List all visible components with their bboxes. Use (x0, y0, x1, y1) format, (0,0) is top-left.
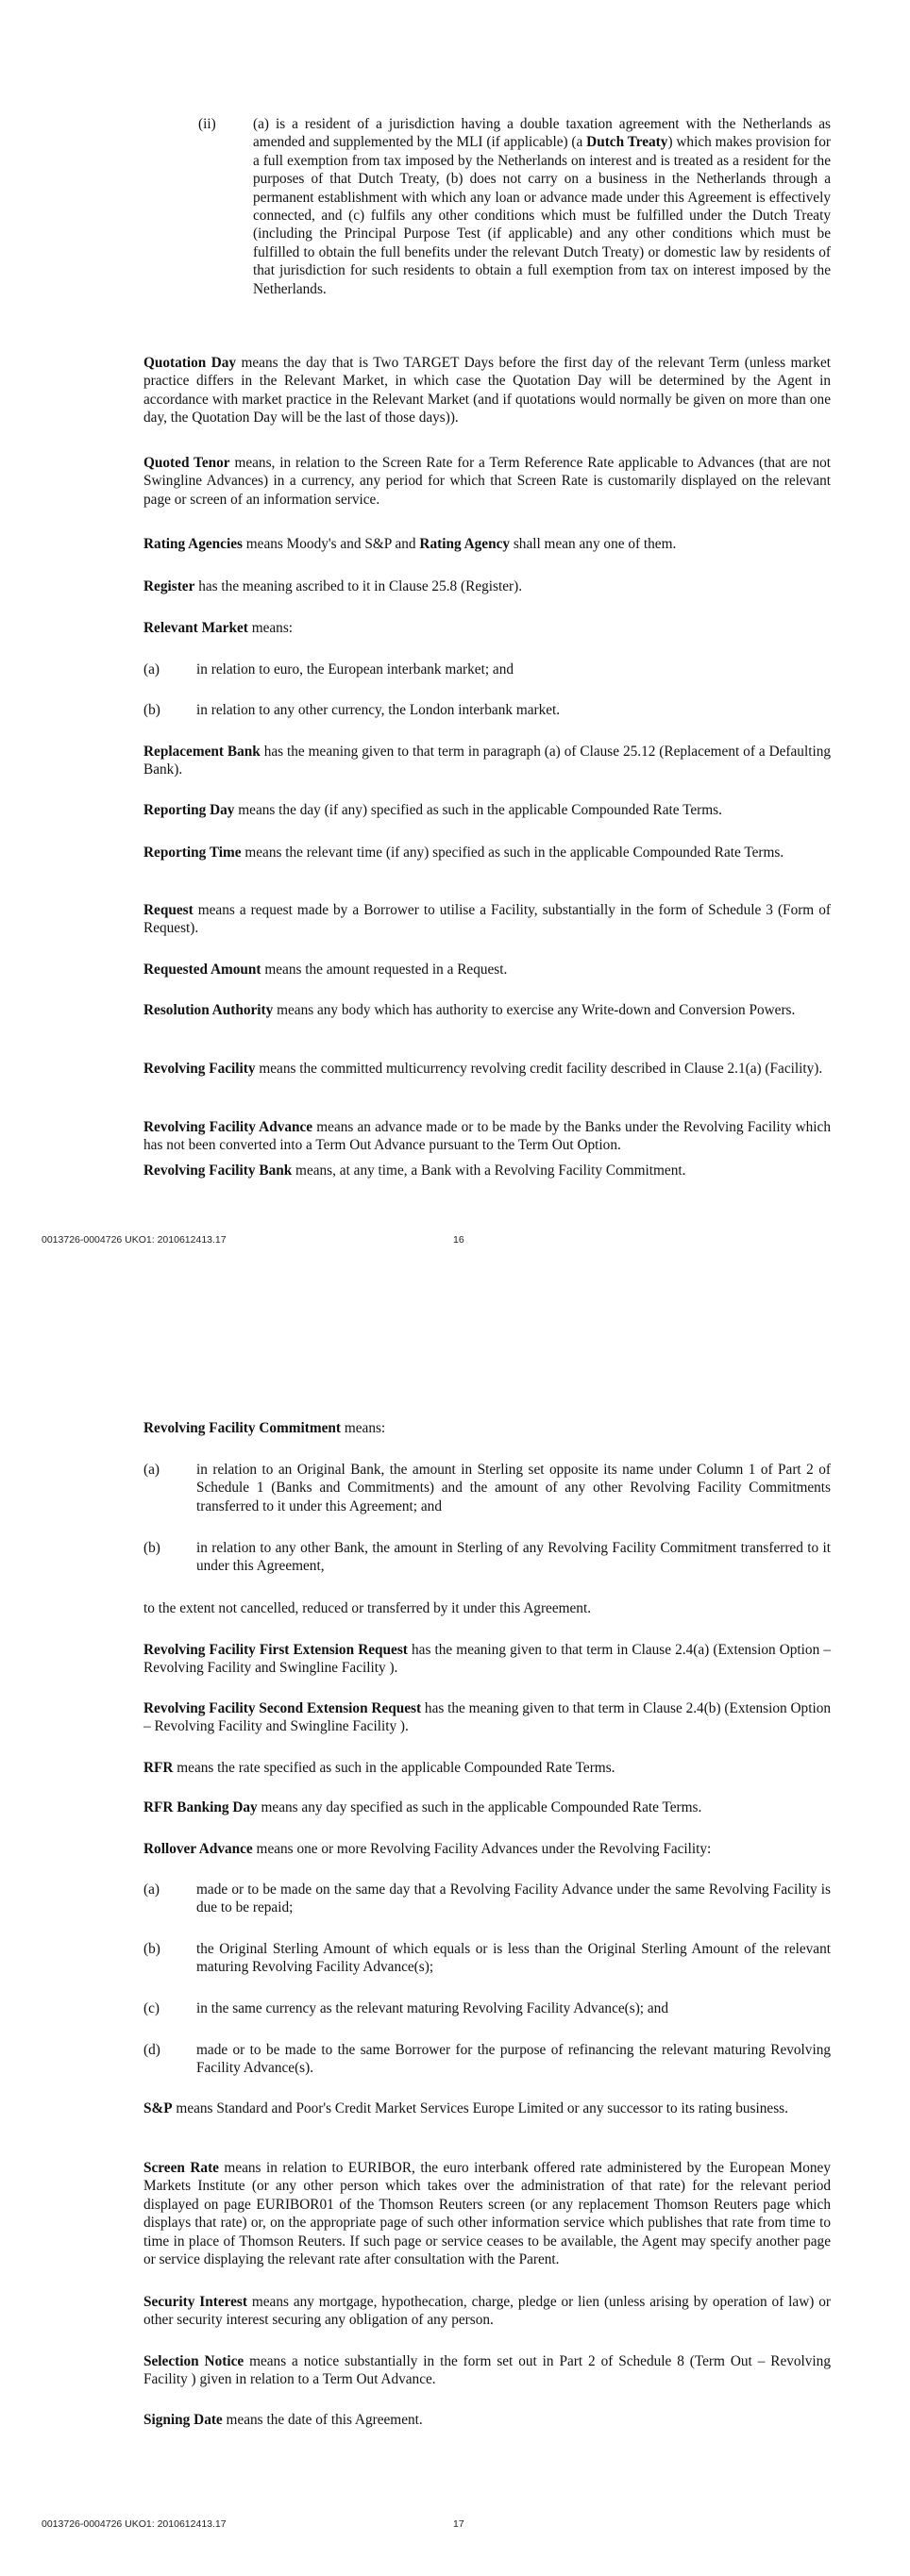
defined-term: Revolving Facility Advance (143, 1119, 313, 1135)
defined-term: Relevant Market (143, 620, 248, 636)
definition-continuation: to the extent not cancelled, reduced or transferred by it under this Agreement. (143, 1600, 592, 1616)
document-reference: 0013726-0004726 UKO1: 2010612413.17 (42, 2518, 227, 2530)
list-item (143, 1881, 831, 1917)
defined-term: Screen Rate (143, 2160, 219, 2176)
defined-term: Rating Agencies (143, 536, 243, 552)
list-item-text: in relation to any other currency, the London interbank market. (196, 702, 561, 718)
paragraph-text: (a) is a resident of a jurisdiction having a double taxation agreement with the Netherlands as amended and supplemented by the MLI (if applicable) (a Dutch Treaty) which makes provision for a full exemption from tax imposed by the Netherlands on interest and is treated as a resident for the purposes of that Dutch Treaty, (b) does not carry on a business in the Netherlands through a permanent establishment with which any loan or advance made under this Agreement is effectively connected, and (c) fulfils any other conditions which must be fulfilled under the Dutch Treaty (including the Principal Purpose Test (if applicable) and any other conditions which must be fulfilled to obtain the full benefits under the relevant Dutch Treaty) or domestic law by residents of that jurisdiction for such residents to obtain a full exemption from tax on interest imposed by the Netherlands. (253, 116, 831, 297)
defined-term: Reporting Time (143, 845, 242, 861)
definition-rating-agencies: Rating Agencies means Moody's and S&P and Rating Agency shall mean any one of them. (143, 536, 677, 552)
defined-term: RFR Banking Day (143, 1799, 258, 1815)
list-item-label: (a) (143, 1882, 160, 1898)
definition-first-extension-request: Revolving Facility First Extension Request has the meaning given to that term in Clause 2.4(a) (Extension Option – Revolving Facility and Swingline Facility ). (143, 1642, 831, 1677)
paragraph-label: (ii) (198, 116, 216, 132)
definition-quoted-tenor: Quoted Tenor means, in relation to the Screen Rate for a Term Reference Rate applicable to Advances (that are not Swingline Advances) in a currency, any period for which that Screen Rate is customarily displayed on the relevant page or screen of an information service. (143, 455, 831, 508)
list-item-text: made or to be made on the same day that a Revolving Facility Advance under the same Revolving Facility is due to be repaid; (196, 1882, 831, 1916)
defined-term: Quotation Day (143, 355, 237, 371)
list-item-label: (a) (143, 1462, 160, 1478)
list-item-label: (d) (143, 2042, 160, 2058)
defined-term: S&P (143, 2100, 173, 2116)
definition-second-extension-request: Revolving Facility Second Extension Request has the meaning given to that term in Clause 2.4(b) (Extension Option – Revolving Facility and Swingline Facility ). (143, 1700, 831, 1735)
definition-register: Register has the meaning ascribed to it in Clause 25.8 (Register). (143, 578, 523, 594)
definition-request: Request means a request made by a Borrower to utilise a Facility, substantially in the form of Schedule 3 (Form of Request). (143, 902, 831, 937)
definition-s-and-p: S&P means Standard and Poor's Credit Market Services Europe Limited or any successor to its rating business. (143, 2100, 788, 2116)
definition-rfr: RFR means the rate specified as such in the applicable Compounded Rate Terms. (143, 1760, 615, 1776)
definition-replacement-bank: Replacement Bank has the meaning given to that term in paragraph (a) of Clause 25.12 (Replacement of a Defaulting Bank). (143, 744, 831, 778)
definition-screen-rate: Screen Rate means in relation to EURIBOR, the euro interbank offered rate administered by the European Money Markets Institute (or any other person which takes over the administration of that rate) for the relevant period displayed on page EURIBOR01 of the Thomson Reuters screen (or any replacement Thomson Reuters page which displays that rate) or, on the appropriate page of such other information service which publishes that rate from time to time in place of Thomson Reuters. If such page or service ceases to be available, the Agent may specify another page or service displaying the relevant rate after consultation with the Parent. (143, 2160, 831, 2268)
defined-term: Revolving Facility First Extension Request (143, 1642, 408, 1658)
list-item-text: in relation to euro, the European interbank market; and (196, 661, 514, 677)
defined-term: Dutch Treaty (586, 134, 668, 151)
list-item-text: in relation to any other Bank, the amount in Sterling of any Revolving Facility Commitment transferred to it under this Agreement, (196, 1540, 831, 1575)
definition-revolving-facility-commitment: Revolving Facility Commitment means: (143, 1420, 386, 1436)
page-number: 17 (453, 2518, 464, 2530)
defined-term: Reporting Day (143, 802, 235, 818)
defined-term: Requested Amount (143, 962, 261, 978)
definition-rollover-advance: Rollover Advance means one or more Revolving Facility Advances under the Revolving Facility: (143, 1841, 712, 1857)
paragraph-ii (198, 115, 831, 298)
list-item-label: (c) (143, 2000, 160, 2016)
defined-term: Rating Agency (419, 536, 511, 552)
definition-revolving-facility-advance: Revolving Facility Advance means an advance made or to be made by the Banks under the Revolving Facility which has not been converted into a Term Out Advance pursuant to the Term Out Option. (143, 1119, 831, 1154)
defined-term: Rollover Advance (143, 1841, 253, 1857)
list-item (143, 1461, 831, 1515)
definition-requested-amount: Requested Amount means the amount requested in a Request. (143, 962, 508, 978)
defined-term: Request (143, 902, 194, 918)
document-reference: 0013726-0004726 UKO1: 2010612413.17 (42, 1234, 227, 1246)
list-item (143, 1999, 831, 2017)
definition-resolution-authority: Resolution Authority means any body which has authority to exercise any Write-down and Conversion Powers. (143, 1002, 796, 1018)
definition-reporting-day: Reporting Day means the day (if any) specified as such in the applicable Compounded Rate Terms. (143, 802, 722, 818)
defined-term: Revolving Facility Commitment (143, 1420, 342, 1436)
definition-quotation-day: Quotation Day means the day that is Two TARGET Days before the first day of the relevant Term (unless market practice differs in the Relevant Market, in which case the Quotation Day will be determined by the Agent in accordance with market practice in the Relevant Market (and if quotations would normally be given on more than one day, the Quotation Day will be the last of those days)). (143, 355, 831, 427)
definition-rfr-banking-day: RFR Banking Day means any day specified as such in the applicable Compounded Rate Terms. (143, 1799, 702, 1815)
document-page-17 (0, 1288, 910, 2576)
defined-term: Revolving Facility (143, 1061, 256, 1077)
definition-signing-date: Signing Date means the date of this Agreement. (143, 2412, 423, 2428)
defined-term: Revolving Facility Second Extension Request (143, 1700, 422, 1716)
defined-term: Security Interest (143, 2294, 247, 2310)
defined-term: Signing Date (143, 2412, 223, 2428)
list-item-label: (a) (143, 661, 160, 677)
definition-security-interest: Security Interest means any mortgage, hypothecation, charge, pledge or lien (unless arising by operation of law) or other security interest securing any obligation of any person. (143, 2294, 831, 2329)
page-number: 16 (453, 1234, 464, 1246)
defined-term: Replacement Bank (143, 744, 261, 760)
definition-relevant-market: Relevant Market means: (143, 620, 294, 636)
list-item-text: the Original Sterling Amount of which equals or is less than the Original Sterling Amount of the relevant maturing Revolving Facility Advance(s); (196, 1941, 831, 1976)
defined-term: Resolution Authority (143, 1002, 274, 1018)
list-item (143, 701, 831, 719)
definition-selection-notice: Selection Notice means a notice substantially in the form set out in Part 2 of Schedule 8 (Term Out – Revolving Facility ) given in relation to a Term Out Advance. (143, 2353, 831, 2388)
definition-revolving-facility-bank: Revolving Facility Bank means, at any time, a Bank with a Revolving Facility Commitment. (143, 1163, 686, 1179)
defined-term: RFR (143, 1760, 174, 1776)
list-item-text: in the same currency as the relevant maturing Revolving Facility Advance(s); and (196, 2000, 668, 2016)
list-item (143, 2041, 831, 2078)
list-item-label: (b) (143, 1540, 160, 1556)
list-item (143, 661, 831, 678)
defined-term: Quoted Tenor (143, 455, 230, 471)
list-item-label: (b) (143, 702, 160, 718)
list-item-label: (b) (143, 1941, 160, 1957)
defined-term: Revolving Facility Bank (143, 1163, 293, 1179)
defined-term: Selection Notice (143, 2353, 244, 2369)
defined-term: Register (143, 578, 195, 594)
definition-reporting-time: Reporting Time means the relevant time (if any) specified as such in the applicable Compounded Rate Terms. (143, 845, 784, 861)
list-item (143, 1940, 831, 1977)
list-item-text: made or to be made to the same Borrower for the purpose of refinancing the relevant maturing Revolving Facility Advance(s). (196, 2042, 831, 2077)
list-item (143, 1539, 831, 1576)
definition-revolving-facility: Revolving Facility means the committed multicurrency revolving credit facility described in Clause 2.1(a) (Facility). (143, 1061, 823, 1077)
list-item-text: in relation to an Original Bank, the amount in Sterling set opposite its name under Column 1 of Part 2 of Schedule 1 (Banks and Commitments) and the amount of any other Revolving Facility Commitments transferred to it under this Agreement; and (196, 1462, 831, 1514)
